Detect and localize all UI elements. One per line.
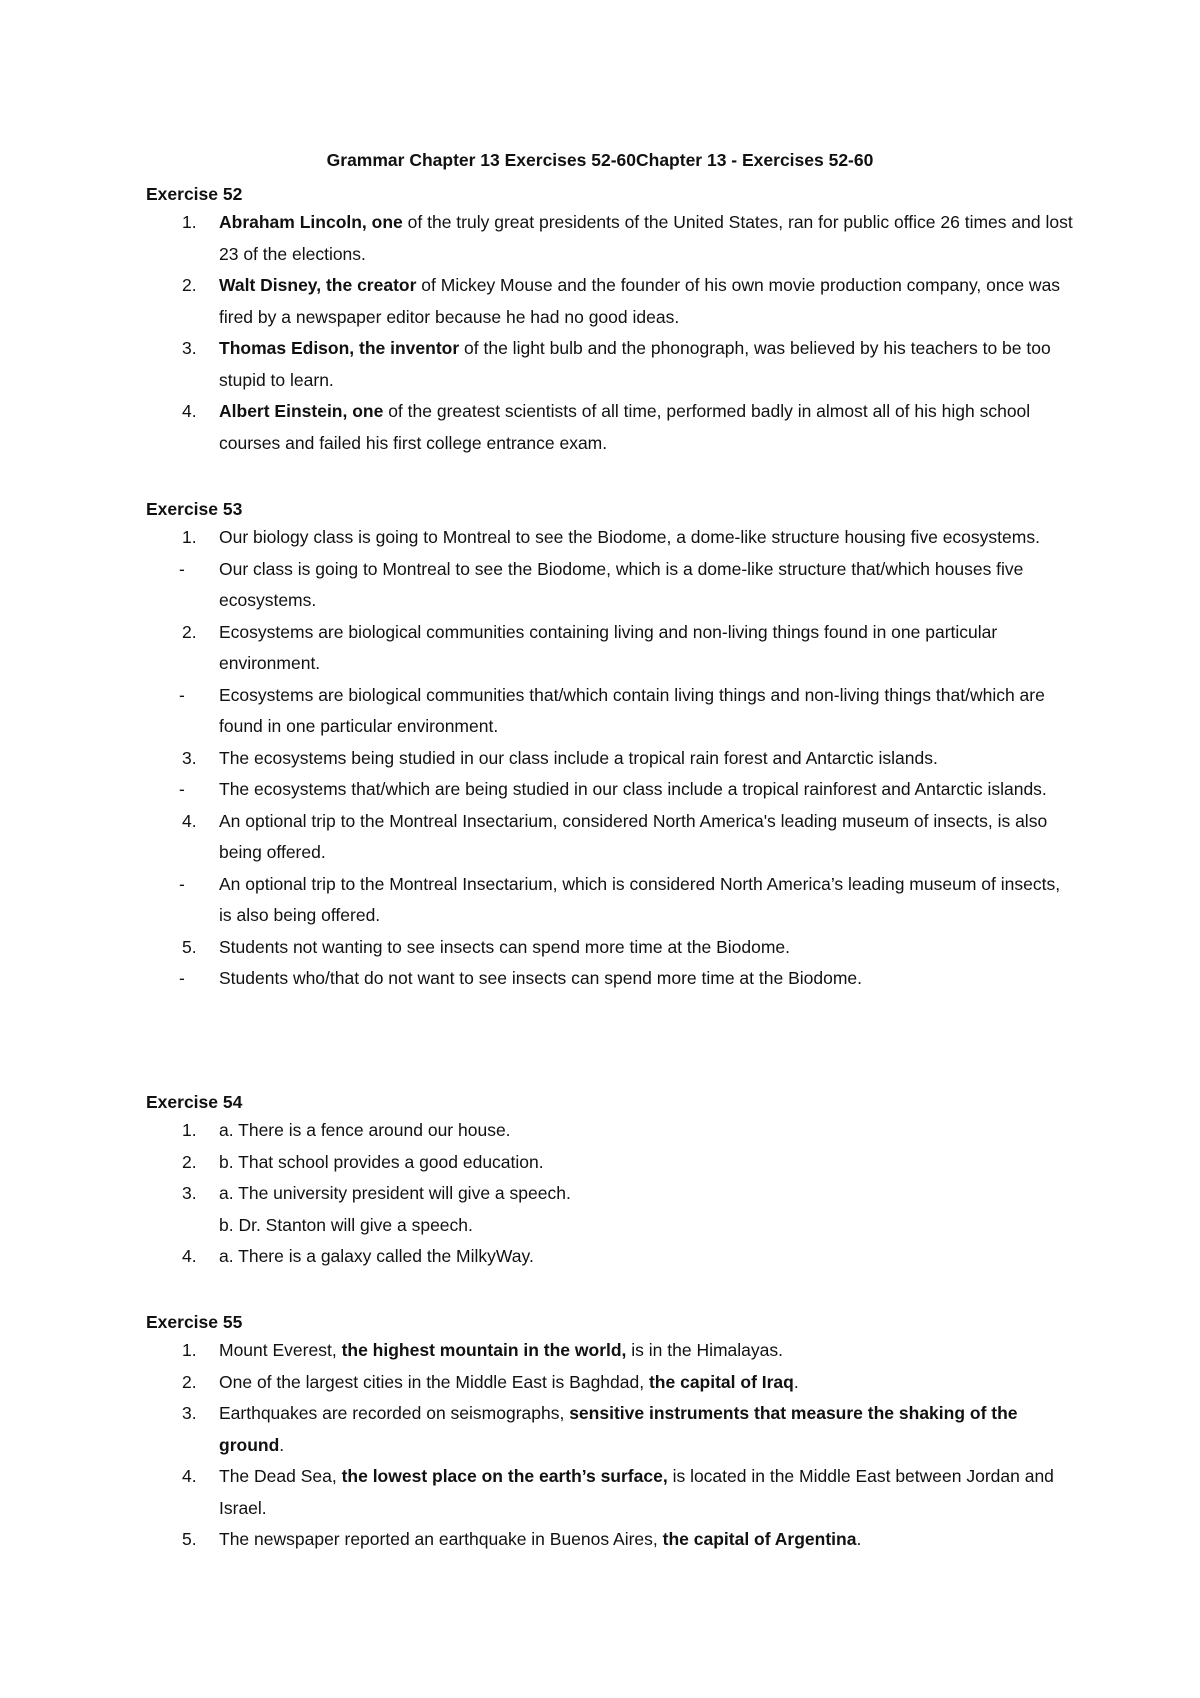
- exercise-53-heading: Exercise 53: [146, 499, 243, 519]
- exercise-54-heading: Exercise 54: [146, 1092, 243, 1112]
- item-text: a. There is a fence around our house.: [219, 1120, 511, 1140]
- item-number: 2.: [182, 1151, 197, 1172]
- exercise-53-list: [146, 522, 1076, 995]
- item-text: of Mickey Mouse and the founder of his own movie production company, once was fired by a newspaper editor because he had no good ideas.: [219, 275, 1061, 327]
- item-text-continued: b. Dr. Stanton will give a speech.: [219, 1214, 473, 1235]
- item-text: a. The university president will give a speech.: [219, 1183, 571, 1203]
- bold-phrase: Walt Disney, the creator: [219, 275, 417, 295]
- item-text: is located in the Middle East between Jordan and Israel.: [219, 1466, 1054, 1518]
- list-item: [146, 396, 1076, 459]
- item-number: 5.: [182, 1529, 197, 1549]
- sub-item: [146, 680, 1076, 743]
- sub-item-text: Students who/that do not want to see insects can spend more time at the Biodome.: [219, 968, 863, 988]
- item-number: 3.: [182, 338, 197, 358]
- list-item: [146, 1241, 1076, 1273]
- item-text: .: [279, 1434, 285, 1455]
- item-number: 1.: [182, 212, 197, 232]
- item-text: Ecosystems are biological communities containing living and non-living things found in one particular environment.: [219, 621, 998, 673]
- item-text: b. That school provides a good education.: [219, 1151, 544, 1172]
- document-title: Grammar Chapter 13 Exercises 52-60Chapter 13 - Exercises 52-60: [326, 150, 874, 170]
- sub-item-text: Ecosystems are biological communities that/which contain living things and non-living things that/which are found in one particular environment.: [219, 684, 1045, 736]
- bold-phrase: the capital of Iraq: [648, 1371, 794, 1392]
- bold-phrase: Albert Einstein, one: [219, 401, 384, 421]
- list-item: [146, 1524, 1076, 1556]
- item-number: 3.: [182, 747, 197, 768]
- dash-bullet: -: [179, 779, 185, 799]
- list-item: [146, 333, 1076, 396]
- list-item: [146, 743, 1076, 806]
- list-item: [146, 1178, 1076, 1241]
- list-item: [146, 207, 1076, 270]
- bold-phrase: the highest mountain in the world,: [341, 1340, 627, 1360]
- dash-bullet: -: [179, 873, 185, 894]
- list-item: [146, 1147, 1076, 1179]
- list-item: [146, 1367, 1076, 1399]
- item-number: 5.: [182, 936, 197, 957]
- bold-phrase: the lowest place on the earth’s surface,: [341, 1466, 668, 1486]
- list-item: [146, 806, 1076, 932]
- item-text: An optional trip to the Montreal Insectarium, considered North America's leading museum of insects, is also being offered.: [219, 810, 1048, 862]
- sub-item-text: Our class is going to Montreal to see the Biodome, which is a dome-like structure that/which houses five ecosystems.: [219, 558, 1024, 610]
- item-text: Students not wanting to see insects can spend more time at the Biodome.: [219, 936, 791, 957]
- list-item: [146, 270, 1076, 333]
- item-number: 4.: [182, 401, 197, 421]
- item-number: 1.: [182, 1120, 197, 1140]
- exercise-52-heading: Exercise 52: [146, 184, 243, 204]
- item-text: One of the largest cities in the Middle East is Baghdad,: [219, 1371, 649, 1392]
- list-item: [146, 932, 1076, 995]
- exercise-52-list: [146, 207, 1076, 459]
- dash-bullet: -: [179, 968, 185, 988]
- item-text: .: [856, 1529, 862, 1549]
- exercise-54-list: [146, 1115, 1076, 1273]
- list-item: [146, 1398, 1076, 1461]
- dash-bullet: -: [179, 558, 185, 579]
- dash-bullet: -: [179, 684, 185, 705]
- item-text: is in the Himalayas.: [626, 1340, 784, 1360]
- item-text: a. There is a galaxy called the MilkyWay.: [219, 1246, 534, 1266]
- bold-phrase: Abraham Lincoln, one: [219, 212, 403, 232]
- item-text: Mount Everest,: [219, 1340, 342, 1360]
- bold-phrase: sensitive instruments that measure the shaking of the ground: [219, 1403, 1018, 1455]
- sub-item: [146, 554, 1076, 617]
- item-text: The Dead Sea,: [219, 1466, 342, 1486]
- list-item: [146, 1461, 1076, 1524]
- list-item: [146, 522, 1076, 617]
- sub-item: [146, 869, 1076, 932]
- item-text: of the truly great presidents of the United States, ran for public office 26 times and lost 23 of the elections.: [219, 212, 1073, 264]
- list-item: [146, 1115, 1076, 1147]
- item-number: 2.: [182, 1371, 197, 1392]
- item-number: 1.: [182, 527, 197, 547]
- item-number: 3.: [182, 1183, 197, 1203]
- item-number: 2.: [182, 621, 197, 642]
- item-text: Earthquakes are recorded on seismographs,: [219, 1403, 570, 1423]
- item-number: 4.: [182, 1466, 197, 1486]
- sub-item-text: The ecosystems that/which are being studied in our class include a tropical rainforest and Antarctic islands.: [219, 779, 1047, 799]
- item-number: 4.: [182, 810, 197, 831]
- item-number: 2.: [182, 275, 197, 295]
- sub-item: [146, 774, 1076, 806]
- item-text: .: [793, 1371, 799, 1392]
- list-item: [146, 617, 1076, 743]
- item-text: of the greatest scientists of all time, performed badly in almost all of his high school courses and failed his first college entrance exam.: [219, 401, 1031, 453]
- bold-phrase: Thomas Edison, the inventor: [219, 338, 460, 358]
- sub-item-text: An optional trip to the Montreal Insectarium, which is considered North America’s leading museum of insects, is also being offered.: [219, 873, 1061, 925]
- item-text: Our biology class is going to Montreal to see the Biodome, a dome-like structure housing five ecosystems.: [219, 527, 1040, 547]
- exercise-55-heading: Exercise 55: [146, 1312, 243, 1332]
- item-number: 4.: [182, 1246, 197, 1266]
- sub-item: [146, 963, 1076, 995]
- item-text: of the light bulb and the phonograph, was believed by his teachers to be too stupid to learn.: [219, 338, 1051, 390]
- item-text: The ecosystems being studied in our class include a tropical rain forest and Antarctic islands.: [219, 747, 938, 768]
- exercise-55-list: [146, 1335, 1076, 1556]
- list-item: [146, 1335, 1076, 1367]
- item-text: The newspaper reported an earthquake in Buenos Aires,: [219, 1529, 663, 1549]
- item-number: 3.: [182, 1403, 197, 1423]
- item-number: 1.: [182, 1340, 197, 1360]
- bold-phrase: the capital of Argentina: [662, 1529, 857, 1549]
